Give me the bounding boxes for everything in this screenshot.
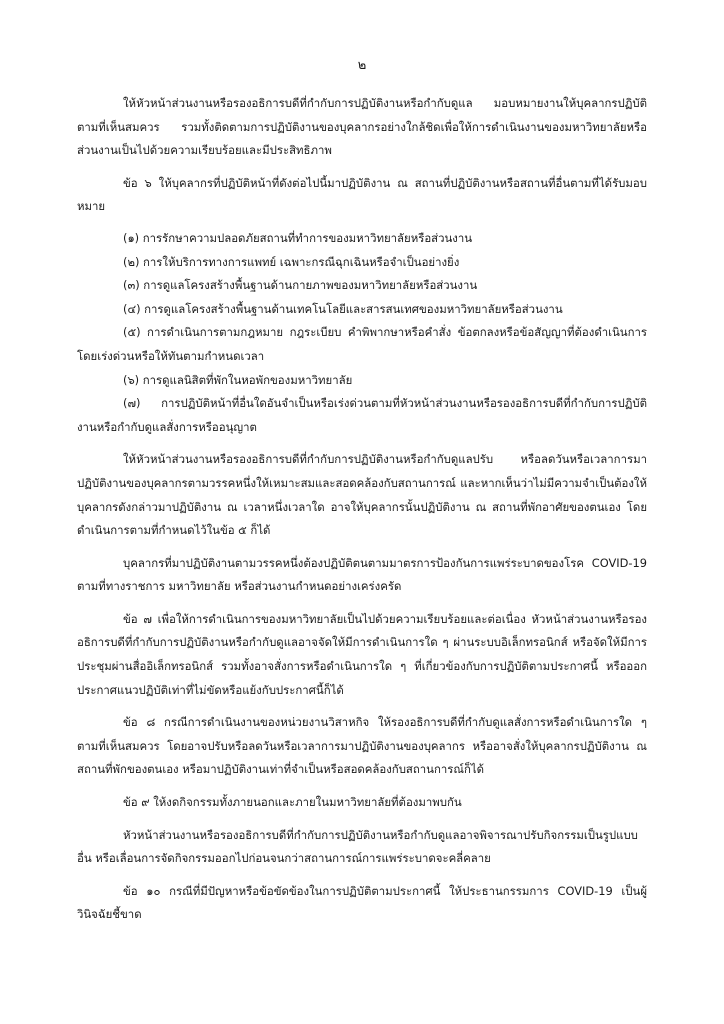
paragraph-covid-measures: บุคลากรที่มาปฏิบัติงานตามวรรคหนึ่งต้องปฏิบัติตนตามมาตรการป้องกันการแพร่ระบาดของโรค COVID-19 ตามที่ทางราชการ มหาวิทยาลัย หรือส่วนงานกำหนดอย่างเคร่งครัด [77,555,647,594]
paragraph-assignment: ให้หัวหน้าส่วนงานหรือรองอธิการบดีที่กำกับการปฏิบัติงานหรือกำกับดูแล มอบหมายงานให้บุคลากรปฏิบัติตามที่เห็นสมควร รวมทั้งติดตามการปฏิบัติงานของบุคลากรอย่างใกล้ชิดเพื่อให้การดำเนินงานของมหาวิทยาลัยหรือส่วนงานเป็นไปด้วยความเรียบร้อยและมีประสิทธิภาพ [77,96,647,158]
list-item: (๔) การดูแลโครงสร้างพื้นฐานด้านเทคโนโลยีและสารสนเทศของมหาวิทยาลัยหรือส่วนงาน [123,301,563,316]
paragraph-activity-adjust: หัวหน้าส่วนงานหรือรองอธิการบดีที่กำกับการปฏิบัติงานหรือกำกับดูแลอาจพิจารณาปรับกิจกรรมเป็นรูปแบบอื่น หรือเลื่อนการจัดกิจกรรมออกไปก่อนจนกว่าสถานการณ์การแพร่ระบาดจะคลี่คลาย [77,827,638,866]
page-number: ๒ [357,58,367,73]
list-item: (๑) การรักษาความปลอดภัยสถานที่ทำการของมหาวิทยาลัยหรือส่วนงาน [123,230,473,245]
list-item: (๒) การให้บริการทางการแพทย์ เฉพาะกรณีฉุกเฉินหรือจำเป็นอย่างยิ่ง [123,254,460,269]
paragraph-adjust-schedule: ให้หัวหน้าส่วนงานหรือรองอธิการบดีที่กำกับการปฏิบัติงานหรือกำกับดูแลปรับ หรือลดวันหรือเวลาการมาปฏิบัติงานของบุคลากรตามวรรคหนึ่งให้เหมาะสมและสอดคล้องกับสถานการณ์ และหากเห็นว่าไม่มีความจำเป็นต้องให้บุคลากรดังกล่าวมาปฏิบัติงาน ณ เวลาหนึ่งเวลาใด อาจให้บุคลากรนั้นปฏิบัติงาน ณ สถานที่พักอาศัยของตนเอง โดยดำเนินการตามที่กำหนดไว้ในข้อ ๕ ก็ได้ [77,452,647,538]
clause-8: ข้อ ๘ กรณีการดำเนินงานของหน่วยงานวิสาหกิจ ให้รองอธิการบดีที่กำกับดูแลสั่งการหรือดำเนินการใด ๆ ตามที่เห็นสมควร โดยอาจปรับหรือลดวันหรือเวลาการมาปฏิบัติงานของบุคลากร หรืออาจสั่งให้บุคลากรปฏิบัติงาน ณ สถานที่พักของตนเอง หรือมาปฏิบัติงานเท่าที่จำเป็นหรือสอดคล้องกับสถานการณ์ก็ได้ [77,715,647,777]
document-body [77,92,647,927]
list-item: (๓) การดูแลโครงสร้างพื้นฐานด้านกายภาพของมหาวิทยาลัยหรือส่วนงาน [123,278,478,293]
clause-10: ข้อ ๑๐ กรณีที่มีปัญหาหรือข้อขัดข้องในการปฏิบัติตามประกาศนี้ ให้ประธานกรรมการ COVID-19 เป็นผู้วินิจฉัยชี้ขาด [77,883,647,922]
clause-9: ข้อ ๙ ให้งดกิจกรรมทั้งภายนอกและภายในมหาวิทยาลัยที่ต้องมาพบกัน [123,795,462,810]
list-item: (๖) การดูแลนิสิตที่พักในหอพักของมหาวิทยาลัย [123,372,353,387]
clause-6-heading: ข้อ ๖ ให้บุคลากรที่ปฏิบัติหน้าที่ดังต่อไปนี้มาปฏิบัติงาน ณ สถานที่ปฏิบัติงานหรือสถานที่อื่นตามที่ได้รับมอบหมาย [77,175,647,214]
list-item: (๗) การปฏิบัติหน้าที่อื่นใดอันจำเป็นหรือเร่งด่วนตามที่หัวหน้าส่วนงานหรือรองอธิการบดีที่กำกับการปฏิบัติงานหรือกำกับดูแลสั่งการหรืออนุญาต [77,396,647,434]
clause-7: ข้อ ๗ เพื่อให้การดำเนินการของมหาวิทยาลัยเป็นไปด้วยความเรียบร้อยและต่อเนื่อง หัวหน้าส่วนงานหรือรองอธิการบดีที่กำกับการปฏิบัติงานหรือกำกับดูแลอาจจัดให้มีการดำเนินการใด ๆ ผ่านระบบอิเล็กทรอนิกส์ หรือจัดให้มีการประชุมผ่านสื่ออิเล็กทรอนิกส์ รวมทั้งอาจสั่งการหรือดำเนินการใด ๆ ที่เกี่ยวข้องกับการปฏิบัติตามประกาศนี้ หรือออกประกาศแนวปฏิบัติเท่าที่ไม่ขัดหรือแย้งกับประกาศนี้ก็ได้ [77,611,647,697]
list-item: (๕) การดำเนินการตามกฎหมาย กฎระเบียบ คำพิพากษาหรือคำสั่ง ข้อตกลงหรือข้อสัญญาที่ต้องดำเนินการโดยเร่งด่วนหรือให้ทันตามกำหนดเวลา [77,325,647,363]
